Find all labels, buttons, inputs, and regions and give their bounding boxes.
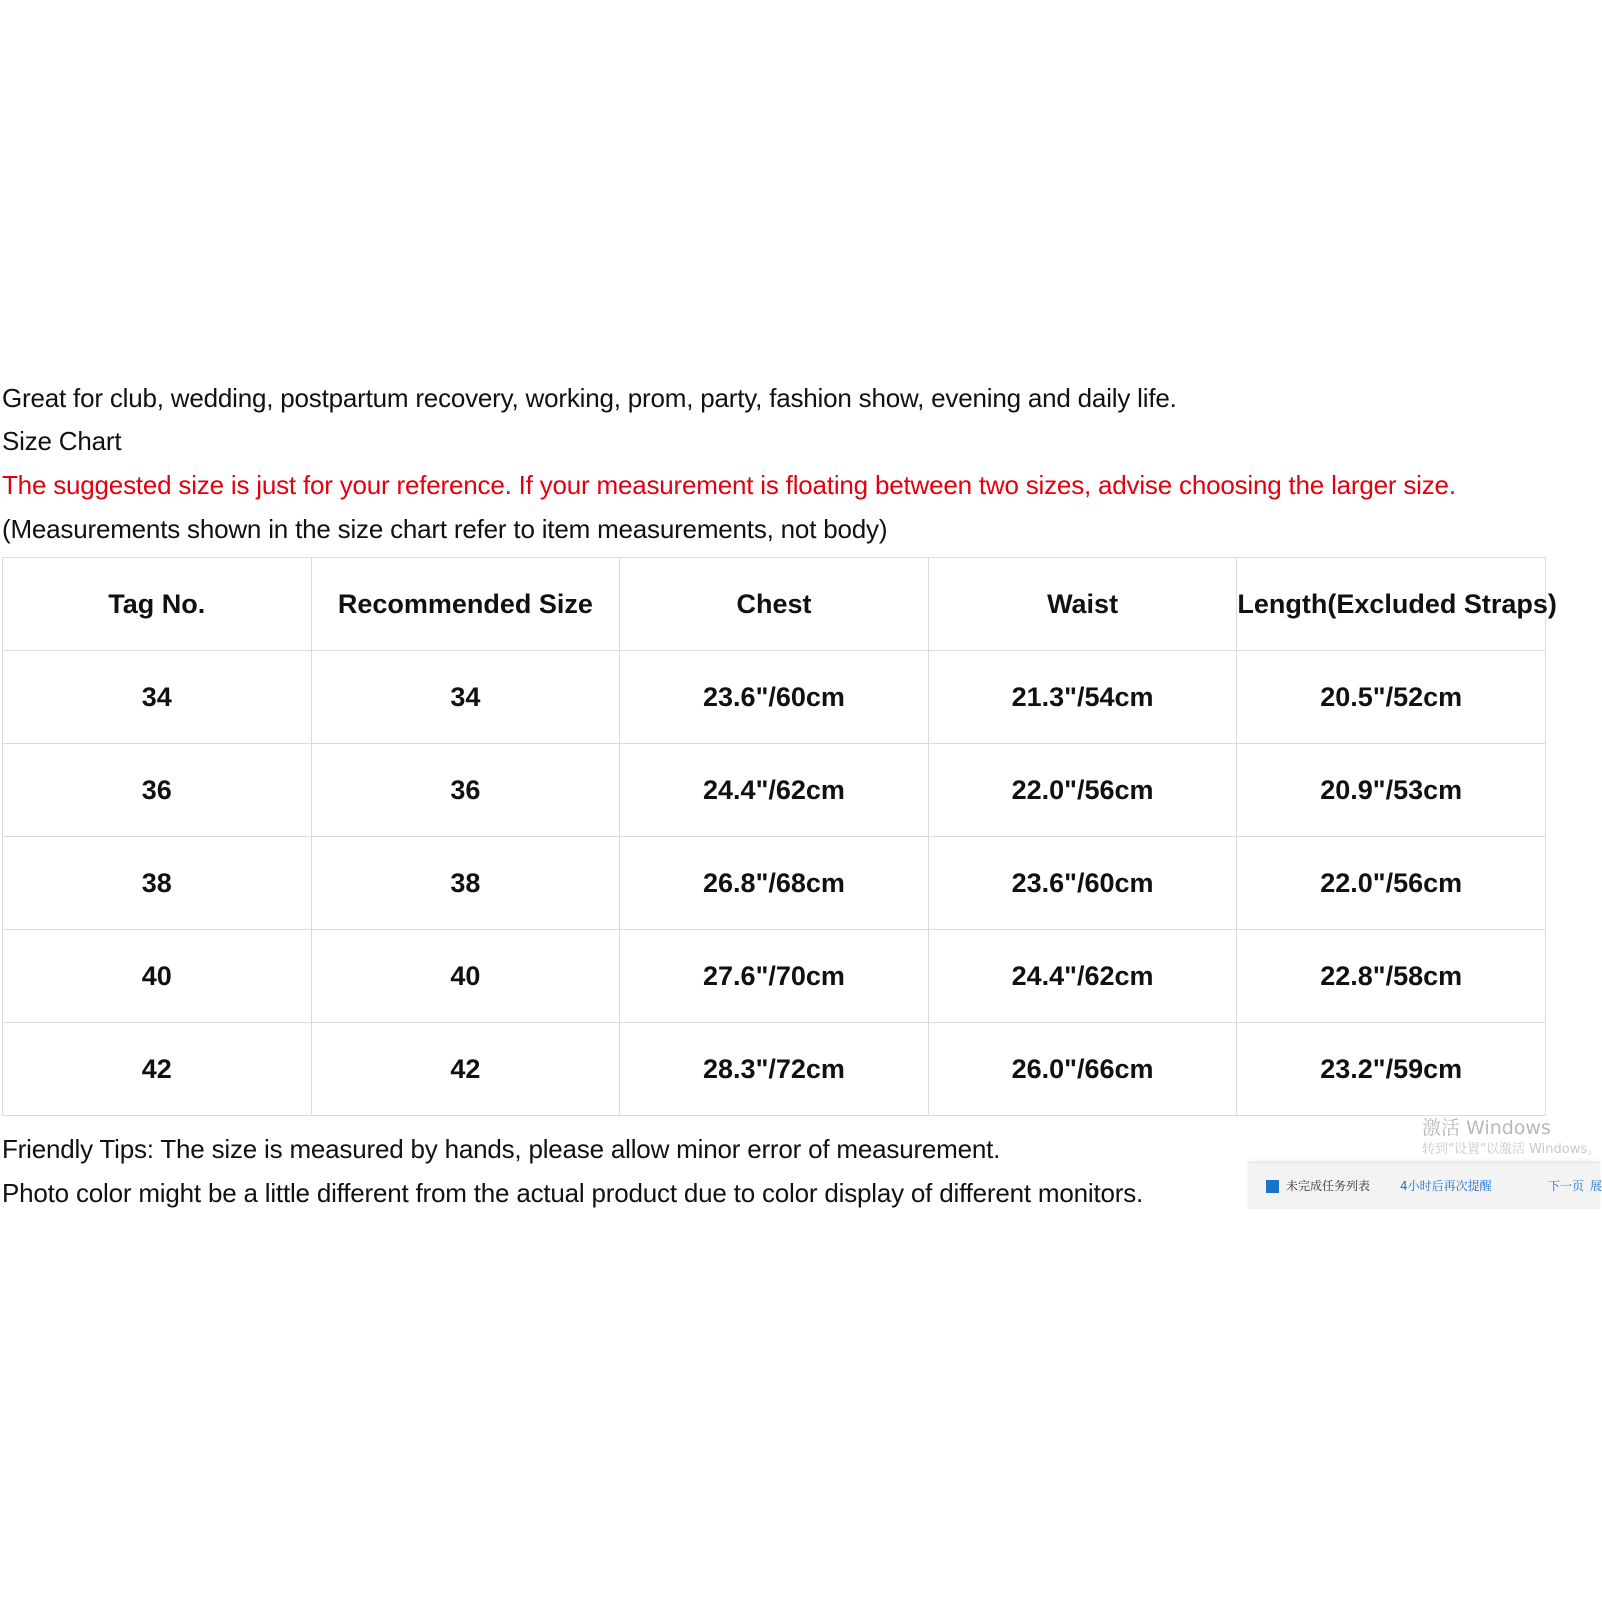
header-chest: Chest	[620, 558, 929, 651]
size-chart-title: Size Chart	[2, 426, 122, 456]
cell-recommended-size: 40	[311, 930, 620, 1023]
cell-tag-no: 38	[3, 837, 312, 930]
cell-tag-no: 34	[3, 651, 312, 744]
header-tag-no: Tag No.	[3, 558, 312, 651]
measurement-note: (Measurements shown in the size chart refer to item measurements, not body)	[2, 514, 888, 544]
cell-chest: 27.6"/70cm	[620, 930, 929, 1023]
cell-waist: 23.6"/60cm	[928, 837, 1237, 930]
cell-chest: 26.8"/68cm	[620, 837, 929, 930]
next-page-link[interactable]: 下一页	[1548, 1179, 1585, 1193]
cell-waist: 24.4"/62cm	[928, 930, 1237, 1023]
remind-later-link[interactable]: 4小时后再次提醒	[1400, 1179, 1492, 1193]
table-row	[3, 837, 1546, 930]
cell-recommended-size: 36	[311, 744, 620, 837]
table-row	[3, 651, 1546, 744]
cell-recommended-size: 42	[311, 1023, 620, 1116]
expand-link[interactable]: 展	[1590, 1179, 1602, 1193]
cell-length: 20.5"/52cm	[1237, 651, 1546, 744]
table-header-row	[3, 558, 1546, 651]
cell-waist: 26.0"/66cm	[928, 1023, 1237, 1116]
photo-color-note: Photo color might be a little different from the actual product due to color display of different monitors.	[2, 1178, 1144, 1208]
cell-waist: 22.0"/56cm	[928, 744, 1237, 837]
cell-chest: 24.4"/62cm	[620, 744, 929, 837]
task-list-icon	[1266, 1180, 1279, 1193]
product-usage-description: Great for club, wedding, postpartum recovery, working, prom, party, fashion show, evening and daily life.	[2, 383, 1177, 413]
cell-chest: 23.6"/60cm	[620, 651, 929, 744]
size-chart-table	[2, 557, 1557, 1116]
cell-length: 22.8"/58cm	[1237, 930, 1546, 1023]
cell-chest: 28.3"/72cm	[620, 1023, 929, 1116]
cell-recommended-size: 38	[311, 837, 620, 930]
cell-recommended-size: 34	[311, 651, 620, 744]
cell-length: 20.9"/53cm	[1237, 744, 1546, 837]
cell-tag-no: 40	[3, 930, 312, 1023]
table-row	[3, 1023, 1546, 1116]
header-recommended-size: Recommended Size	[311, 558, 620, 651]
cell-length: 23.2"/59cm	[1237, 1023, 1546, 1116]
size-suggestion-note: The suggested size is just for your reference. If your measurement is floating between two sizes, advise choosing the larger size.	[2, 470, 1456, 500]
windows-activation-subtext: 转到"设置"以激活 Windows。	[1422, 1142, 1601, 1157]
header-length: Length(Excluded Straps)	[1237, 558, 1546, 651]
header-waist: Waist	[928, 558, 1237, 651]
cell-waist: 21.3"/54cm	[928, 651, 1237, 744]
friendly-tips: Friendly Tips: The size is measured by hands, please allow minor error of measurement.	[2, 1134, 1001, 1164]
table-row	[3, 744, 1546, 837]
windows-activation-watermark: 激活 Windows	[1422, 1117, 1551, 1139]
notification-bar	[1248, 1162, 1600, 1209]
cell-tag-no: 36	[3, 744, 312, 837]
cell-tag-no: 42	[3, 1023, 312, 1116]
notify-task-label: 未完成任务列表	[1286, 1179, 1371, 1193]
table-row	[3, 930, 1546, 1023]
cell-length: 22.0"/56cm	[1237, 837, 1546, 930]
